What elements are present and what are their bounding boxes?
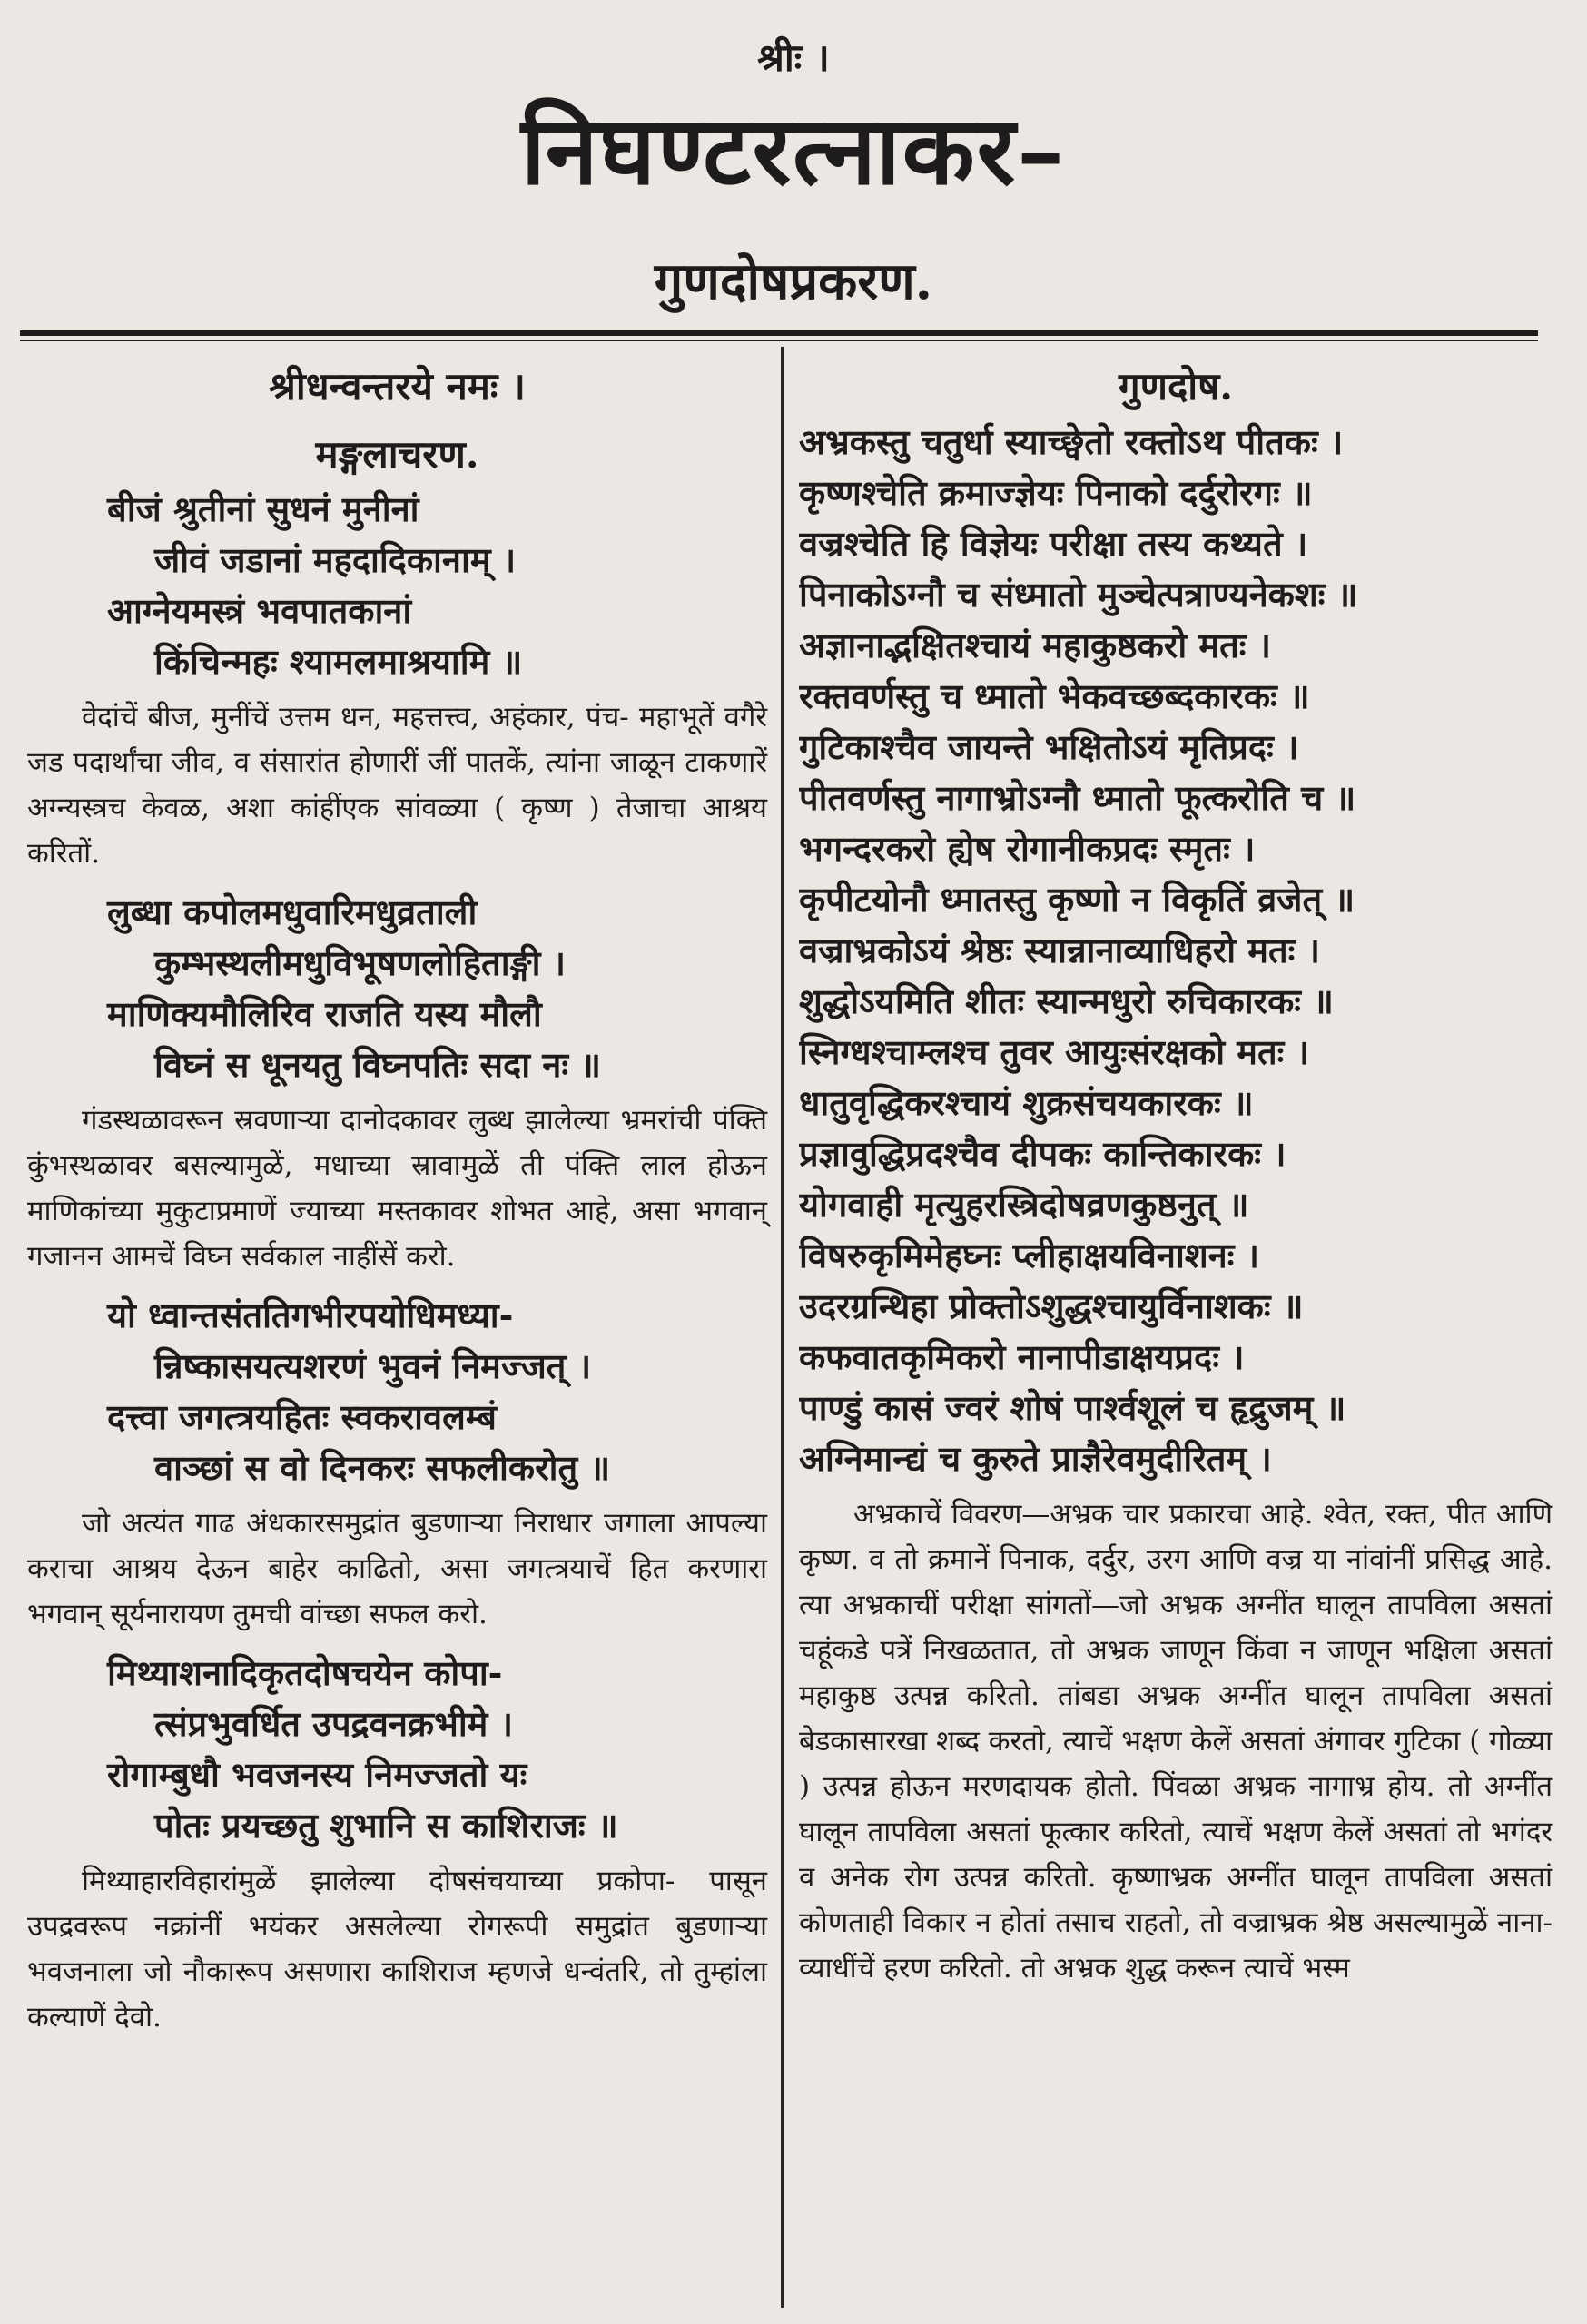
verse-line: कृष्णश्चेति क्रमाज्ज्ञेयः पिनाको दर्दुरोरगः ॥ xyxy=(799,471,1313,513)
verse-block xyxy=(27,1648,767,1851)
verse-line: पोतः प्रयच्छतु शुभानि स काशिराजः ॥ xyxy=(154,1805,618,1846)
verse-line: अग्निमान्द्यं च कुरुते प्राज्ञैरेवमुदीरितम् । xyxy=(799,1437,1272,1479)
verse-line: आग्नेयमस्त्रं भवपातकानां xyxy=(107,590,412,631)
right-column xyxy=(799,363,1552,2002)
verse-line: पीतवर्णस्तु नागाभ्रोऽग्नौ ध्मातो फूत्करोति च ॥ xyxy=(799,776,1356,818)
left-column xyxy=(27,363,767,2051)
verse-block xyxy=(799,417,1552,1484)
verse-line: मिथ्याशनादिकृतदोषचयेन कोपा- xyxy=(107,1652,503,1693)
verse-line: रोगाम्बुधौ भवजनस्य निमज्जतो यः xyxy=(107,1754,527,1795)
verse-block xyxy=(27,1290,767,1493)
prose-paragraph: जो अत्यंत गाढ अंधकारसमुद्रांत बुडणाऱ्या निराधार जगाला आपल्या कराचा आश्रय देऊन बाहेर काढितो, असा जगत्त्रयाचें हित करणारा भगवान् सूर्यनारायण तुमची वांच्छा सफल करो. xyxy=(27,1507,767,1630)
section-heading-mangalacharan: मङ्गलाचरण. xyxy=(315,431,479,477)
page-title: निघण्टरत्नाकर– xyxy=(520,94,1067,206)
verse-line: पाण्डुं कासं ज्वरं शोषं पार्श्वशूलं च हृद्रुजम् ॥ xyxy=(799,1386,1346,1428)
verse-line: कफवातकृमिकरो नानापीडाक्षयप्रदः । xyxy=(799,1335,1245,1377)
verse-line: जीवं जडानां महदादिकानाम् । xyxy=(154,539,517,580)
verse-line: किंचिन्महः श्यामलमाश्रयामि ॥ xyxy=(154,641,523,682)
header-rule-thin xyxy=(20,340,1538,341)
verse-line: विघ्नं स धूनयतु विघ्नपतिः सदा नः ॥ xyxy=(154,1044,602,1085)
verse-line: योगवाही मृत्युहरस्त्रिदोषव्रणकुष्ठनुत् ॥ xyxy=(799,1183,1249,1225)
verse-line: माणिक्यमौलिरिव राजति यस्य मौलौ xyxy=(107,993,542,1034)
verse-line: वज्राभ्रकोऽयं श्रेष्ठः स्यान्नानाव्याधिहरो मतः । xyxy=(799,929,1320,970)
invocation-heading: श्रीधन्वन्तरये नमः । xyxy=(269,364,526,409)
verse-line: भगन्दरकरो ह्येष रोगानीकप्रदः स्मृतः । xyxy=(799,827,1256,869)
verse-line: बीजं श्रुतीनां सुधनं मुनीनां xyxy=(107,488,419,529)
top-mark: श्रीः । xyxy=(757,35,830,80)
prose-paragraph: मिथ्याहारविहारांमुळें झालेल्या दोषसंचयाच्या प्रकोपा- पासून उपद्रवरूप नक्रांनीं भयंकर असलेल्या रोगरूपी समुद्रांत बुडणाऱ्या भवजनाला जो नौकारूप असणारा काशिराज म्हणजे धन्वंतरि, तो तुम्हांला कल्याणें देवो. xyxy=(27,1865,767,2034)
verse-line: यो ध्वान्तसंततिगभीरपयोधिमध्या- xyxy=(107,1295,514,1335)
verse-line: लुब्धा कपोलमधुवारिमधुव्रताली xyxy=(107,891,478,932)
verse-line: त्संप्रभुवर्धित उपद्रवनक्रभीमे । xyxy=(154,1703,514,1744)
page-subtitle: गुणदोषप्रकरण. xyxy=(654,251,933,311)
prose-paragraph: गंडस्थळावरून स्रवणाऱ्या दानोदकावर लुब्ध झालेल्या भ्रमरांची पंक्ति कुंभस्थळावर बसल्यामुळें, मधाच्या स्रावामुळें ती पंक्ति लाल होऊन माणिकांच्या मुकुटाप्रमाणें ज्याच्या मस्तकावर शोभत आहे, असा भगवान् गजानन आमचें विघ्न सर्वकाल नाहींसें करो. xyxy=(27,1104,767,1273)
verse-line: अज्ञानाद्भक्षितश्चायं महाकुष्ठकरो मतः । xyxy=(799,624,1272,665)
verse-line: रक्तवर्णस्तु च ध्मातो भेकवच्छब्दकारकः ॥ xyxy=(799,675,1310,716)
verse-block xyxy=(27,484,767,687)
verse-line: शुद्धोऽयमिति शीतः स्यान्मधुरो रुचिकारकः ॥ xyxy=(799,980,1334,1021)
verse-line: गुटिकाश्चैव जायन्ते भक्षितोऽयं मृतिप्रदः । xyxy=(799,725,1299,767)
verse-line: विषरुकृमिमेहघ्नः प्लीहाक्षयविनाशनः । xyxy=(799,1234,1260,1275)
verse-line: दत्त्वा जगत्त्रयहितः स्वकरावलम्बं xyxy=(107,1396,497,1437)
verse-line: धातुवृद्धिकरश्चायं शुक्रसंचयकारकः ॥ xyxy=(799,1081,1254,1123)
verse-line: वज्रश्चेति हि विज्ञेयः परीक्षा तस्य कथ्यते । xyxy=(799,522,1308,564)
verse-line: कुम्भस्थलीमधुविभूषणलोहिताङ्गी । xyxy=(154,942,567,983)
verse-line: स्निग्धश्चाम्लश्च तुवर आयुःसंरक्षको मतः । xyxy=(799,1030,1309,1072)
verse-line: उदरग्रन्थिहा प्रोक्तोऽशुद्धश्चायुर्विनाशकः ॥ xyxy=(799,1285,1304,1326)
header-rule-thick xyxy=(20,330,1538,336)
verse-block xyxy=(27,887,767,1090)
prose-paragraph: वेदांचें बीज, मुनींचें उत्तम धन, महत्तत्त्व, अहंकार, पंच- महाभूतें वगैरे जड पदार्थांचा जीव, व संसारांत होणारीं जीं पातकें, त्यांना जाळून टाकणारें अग्न्यस्त्रच केवळ, अशा कांहींएक सांवळ्या ( कृष्ण ) तेजाचा आश्रय करितों. xyxy=(27,701,767,870)
column-divider xyxy=(781,347,784,2308)
verse-line: न्निष्कासयत्यशरणं भुवनं निमज्जत् । xyxy=(154,1345,592,1386)
verse-line: अभ्रकस्तु चतुर्धा स्याच्छ्वेतो रक्तोऽथ पीतकः । xyxy=(799,420,1344,462)
verse-line: कृपीटयोनौ ध्मातस्तु कृष्णो न विकृतिं व्रजेत् ॥ xyxy=(799,878,1355,920)
verse-line: पिनाकोऽग्नौ च संध्मातो मुञ्चेत्पत्राण्यनेकशः ॥ xyxy=(799,573,1358,615)
verse-line: वाञ्छां स वो दिनकरः सफलीकरोतु ॥ xyxy=(154,1447,611,1488)
prose-paragraph: अभ्रकाचें विवरण—अभ्रक चार प्रकारचा आहे. श्वेत, रक्त, पीत आणि कृष्ण. व तो क्रमानें पिनाक, दर्दुर, उरग आणि वज्र या नांवांनीं प्रसिद्ध आहे. त्या अभ्रकाचीं परीक्षा सांगतों—जो अभ्रक अग्नींत घालून तापविला असतां चहूंकडे पत्रें निखळतात, तो अभ्रक जाणून किंवा न जाणून भक्षिला असतां महाकुष्ठ उत्पन्न करितो. तांबडा अभ्रक अग्नींत घालून तापविला असतां बेडकासारखा शब्द करतो, त्याचें भक्षण केलें असतां अंगावर गुटिका ( गोळ्या ) उत्पन्न होऊन मरणदायक होतो. पिंवळा अभ्रक नागाभ्र होय. तो अग्नींत घालून तापविला असतां फूत्कार करितो, त्याचें भक्षण केलें असतां तो भगंदर व अनेक रोग उत्पन्न करितो. कृष्णाभ्रक अग्नींत घालून तापविला असतां कोणताही विकार न होतां तसाच राहतो, तो वज्राभ्रक श्रेष्ठ असल्यामुळें नाना- व्याधींचें हरण करितो. तो अभ्रक शुद्ध करून त्याचें भस्म xyxy=(799,1497,1552,1984)
section-heading-gundosh: गुणदोष. xyxy=(1118,364,1234,409)
verse-line: प्रज्ञावुद्धिप्रदश्चैव दीपकः कान्तिकारकः । xyxy=(799,1132,1286,1174)
